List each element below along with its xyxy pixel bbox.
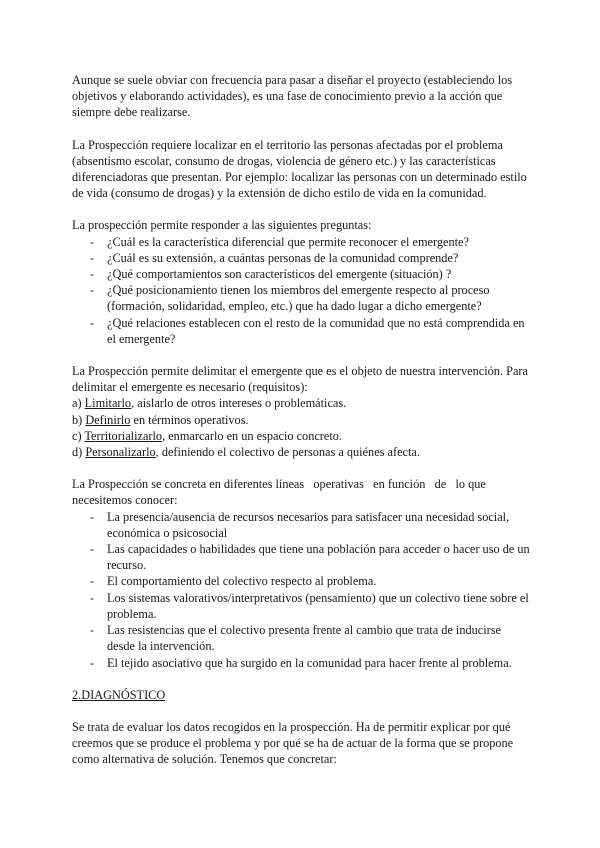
lineas-intro: La Prospección se concreta en diferentes líneas operativas en función de lo que necesitemos conocer: — [72, 477, 489, 508]
list-item: - ¿Qué relaciones establecen con el resto de la comunidad que no está comprendida en el emergente? — [72, 315, 532, 347]
requisito-item — [72, 395, 532, 411]
diagnostico-paragraph: Se trata de evaluar los datos recogidos en la prospección. Ha de permitir explicar por qué creemos que se produce el problema y por qué se ha de actuar de la forma que se propone como alternativa de solución. Tenemos que concretar: — [72, 719, 514, 767]
list-item: - Las resistencias que el colectivo presenta frente al cambio que trata de inducirse desde la intervención. — [72, 622, 532, 654]
lineas-list — [72, 509, 532, 671]
requisito-text: , aislarlo de otros intereses o problemáticas. — [131, 396, 347, 411]
list-item: - ¿Cuál es la característica diferencial que permite reconocer el emergente? — [72, 234, 532, 250]
list-item: - ¿Qué posicionamiento tienen los miembros del emergente respecto al proceso (formación, solidaridad, empleo, etc.) que ha dado lugar a dicho emergente? — [72, 282, 532, 314]
requisito-text: , definiendo el colectivo de personas a quiénes afecta. — [155, 445, 420, 460]
requisito-term: Limitarlo — [84, 396, 132, 411]
list-item: - Las capacidades o habilidades que tiene una población para acceder o hacer uso de un recurso. — [72, 541, 532, 573]
list-item: - El comportamiento del colectivo respecto al problema. — [72, 573, 532, 589]
requisito-term: Definirlo — [85, 412, 131, 427]
requisito-prefix: a) — [72, 396, 85, 411]
requisito-term: Personalizarlo — [85, 445, 156, 460]
requisito-item — [72, 444, 532, 460]
intro-paragraph: Aunque se suele obviar con frecuencia para pasar a diseñar el proyecto (estableciendo los objetivos y elaborando actividades), es una fase de conocimiento previo a la acción que siempre debe realizarse. — [72, 73, 513, 120]
preguntas-intro: La prospección permite responder a las siguientes preguntas: — [72, 218, 372, 233]
requisito-prefix: c) — [72, 428, 85, 443]
list-item: - ¿Qué comportamientos son característicos del emergente (situación) ? — [72, 266, 532, 282]
preguntas-list — [72, 234, 532, 347]
requisito-text: en términos operativos. — [130, 412, 249, 427]
requisito-item — [72, 428, 532, 444]
list-item: - ¿Cuál es su extensión, a cuántas personas de la comunidad comprende? — [72, 250, 532, 266]
preguntas-section — [72, 217, 532, 347]
requisito-item — [72, 412, 532, 428]
delimitar-section — [72, 363, 532, 460]
requisito-text: , enmarcarlo en un espacio concreto. — [162, 428, 343, 443]
list-item: - Los sistemas valorativos/interpretativos (pensamiento) que un colectivo tiene sobre el problema. — [72, 590, 532, 622]
list-item: - La presencia/ausencia de recursos necesarios para satisfacer una necesidad social, económica o psicosocial — [72, 509, 532, 541]
requisito-term: Territorializarlo — [84, 428, 163, 443]
document-page — [72, 72, 532, 784]
requisito-prefix: d) — [72, 445, 86, 460]
prospeccion-definition-paragraph: La Prospección requiere localizar en el territorio las personas afectadas por el problema (absentismo escolar, consumo de drogas, violencia de género etc.) y las características diferenciadoras que presentan. Por ejemplo: localizar las personas con un determinado estilo de vida (consumo de drogas) y la extensión de dicho estilo de vida en la comunidad. — [72, 137, 527, 201]
delimitar-intro: La Prospección permite delimitar el emergente que es el objeto de nuestra intervención. Para delimitar el emergente es necesario (requisitos): — [72, 364, 528, 395]
section-heading-diagnostico: 2.DIAGNÓSTICO — [72, 687, 166, 702]
requisito-prefix: b) — [72, 412, 86, 427]
lineas-section — [72, 476, 532, 670]
list-item: - El tejido asociativo que ha surgido en la comunidad para hacer frente al problema. — [72, 655, 532, 671]
